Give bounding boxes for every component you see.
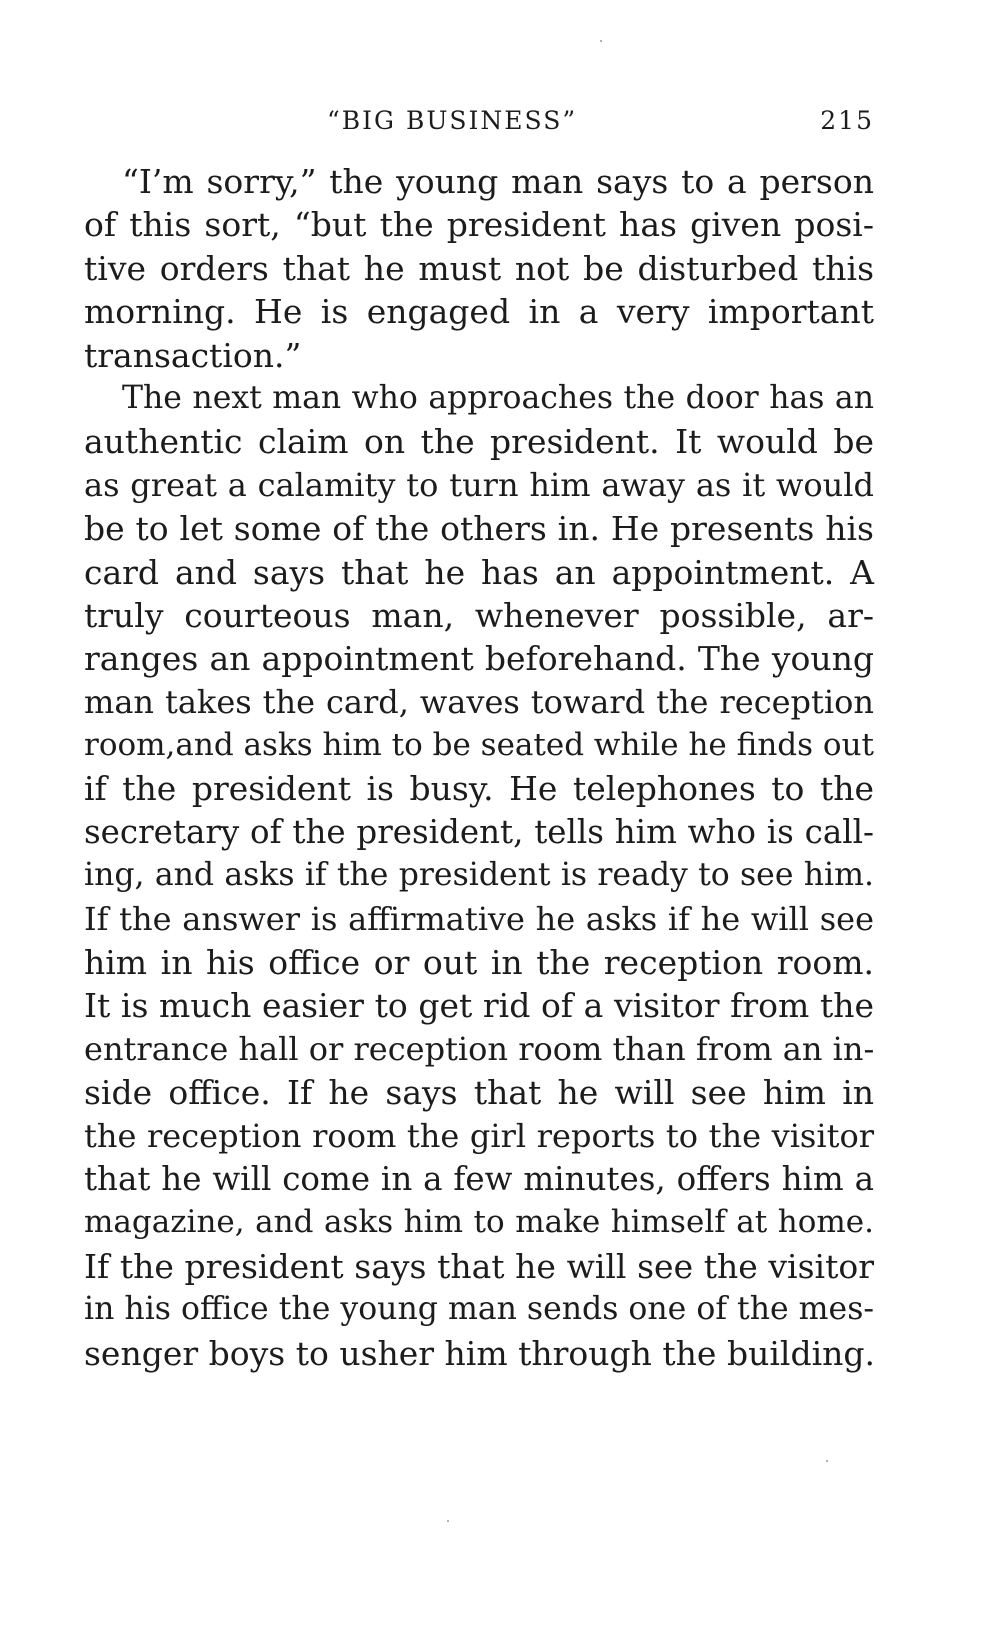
text-line: If the president says that he will see the visitor	[84, 1246, 874, 1286]
text-line: secretary of the president, tells him who is call-	[84, 812, 874, 851]
scan-speck	[826, 1460, 828, 1462]
text-line: ing, and asks if the president is ready to see him.	[84, 857, 874, 894]
paragraph-2	[84, 377, 874, 1375]
text-line: be to let some of the others in. He presents his	[84, 509, 874, 549]
text-line: entrance hall or reception room than from an in-	[84, 1029, 875, 1068]
page-number: 215	[820, 106, 874, 135]
text-line: It is much easier to get rid of a visitor from the	[84, 986, 874, 1026]
text-line: morning. He is engaged in a very important	[84, 292, 874, 332]
text-line: as great a calamity to turn him away as it would	[84, 465, 874, 504]
text-line: senger boys to usher him through the building.	[84, 1333, 875, 1373]
running-head	[84, 106, 874, 146]
running-title: “BIG BUSINESS”	[327, 106, 578, 135]
text-line: room,and asks him to be seated while he finds out	[84, 727, 874, 764]
text-line: authentic claim on the president. It would be	[84, 422, 874, 462]
text-line: transaction.”	[84, 335, 302, 375]
text-line: “I’m sorry,” the young man says to a person	[122, 162, 874, 201]
scan-speck	[600, 40, 602, 42]
text-line: in his office the young man sends one of the mes-	[84, 1291, 874, 1328]
text-line: him in his office or out in the reception room.	[84, 943, 874, 983]
text-line: if the president is busy. He telephones to the	[84, 769, 874, 809]
text-line: truly courteous man, whenever possible, ar-	[84, 595, 874, 635]
text-line: magazine, and asks him to make himself at home.	[84, 1204, 874, 1241]
text-line: that he will come in a few minutes, offers him a	[84, 1159, 874, 1198]
text-line: the reception room the girl reports to the visitor	[84, 1116, 874, 1155]
paragraph-1	[84, 160, 874, 377]
text-line: ranges an appointment beforehand. The young	[84, 639, 874, 679]
text-line: side office. If he says that he will see him in	[84, 1073, 874, 1113]
scan-speck	[447, 1520, 449, 1522]
text-line: card and says that he has an appointment. A	[84, 552, 874, 592]
body-text	[84, 160, 874, 1375]
text-line: tive orders that he must not be disturbed this	[84, 248, 874, 288]
text-line: The next man who approaches the door has an	[122, 379, 874, 416]
text-line: of this sort, “but the president has given posi-	[84, 205, 874, 245]
text-line: man takes the card, waves toward the reception	[84, 682, 874, 721]
text-line: If the answer is affirmative he asks if he will see	[84, 899, 874, 938]
